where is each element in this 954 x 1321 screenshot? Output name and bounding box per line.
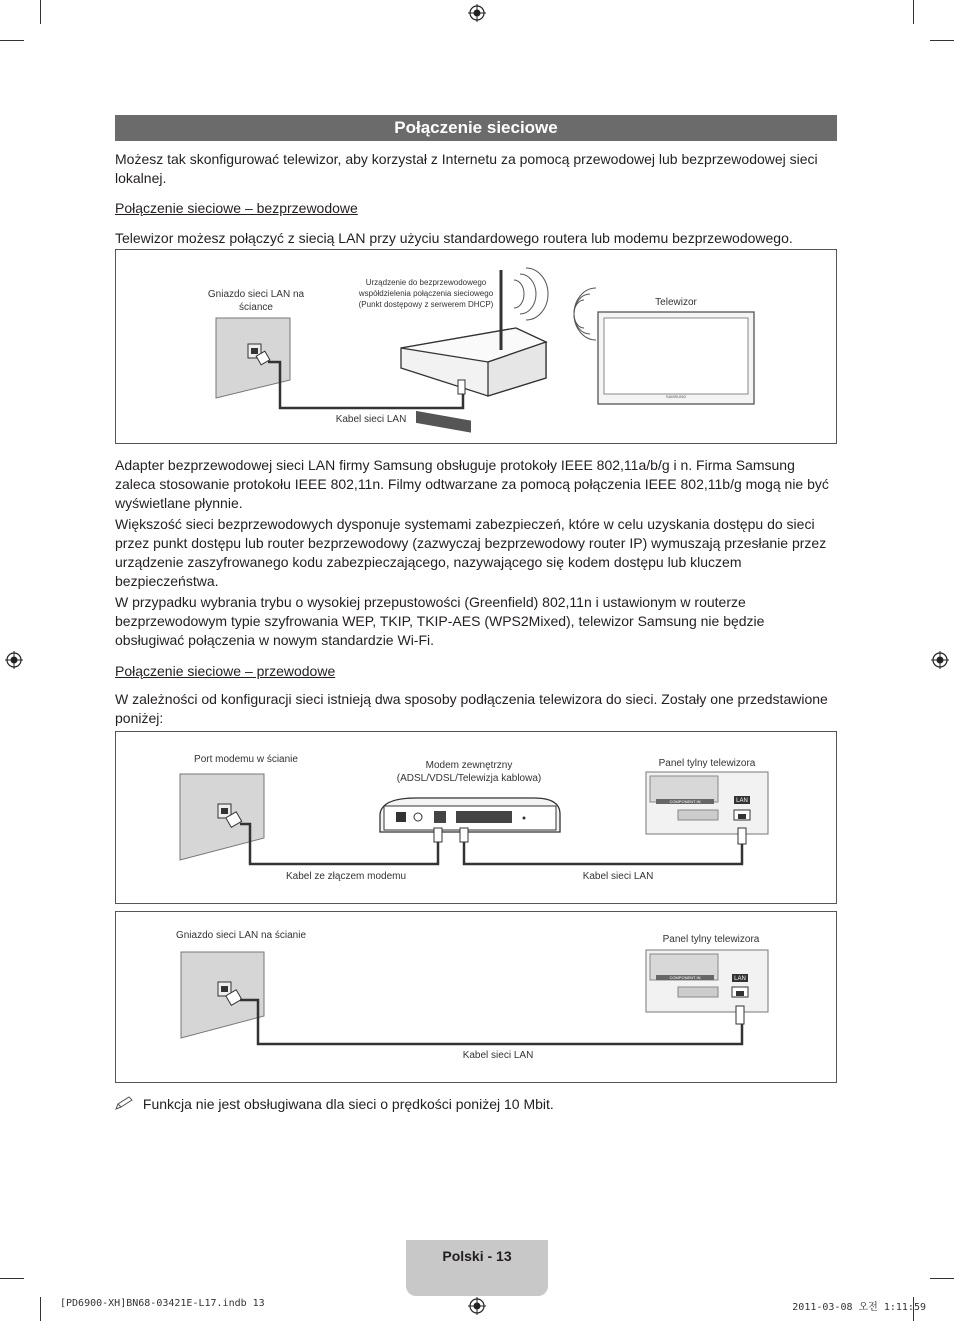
- wired-heading: Połączenie sieciowe – przewodowe: [115, 663, 336, 679]
- modem-cable-label: Kabel ze złączem modemu: [285, 871, 407, 882]
- crop-mark: [0, 40, 24, 41]
- component-port-tag: COMPONENT IN: [656, 799, 714, 804]
- crop-mark: [930, 1278, 954, 1279]
- lan-cable-label: Kabel sieci LAN: [335, 414, 407, 425]
- lan-cable: [464, 842, 742, 864]
- lan-port-tag: LAN: [734, 976, 746, 982]
- wall-jack-label: Gniazdo sieci LAN na ścianie: [175, 930, 307, 941]
- modem-label: [384, 759, 554, 785]
- wireless-paragraph-2: Większość sieci bezprzewodowych dysponuje systemami zabezpieczeń, które w celu uzyskania dostępu do sieci przez punkt dostępu lub router bezprzewodowy (zazwyczaj bezprzewodowy router IP) wymuszają przesłanie przez urządzenie zaszyfrowanego kodu zabezpieczającego, nazywającego się kodem dostępu lub kluczem bezpieczeństwa.: [115, 516, 827, 589]
- note: [115, 1096, 554, 1112]
- pencil-icon: [115, 1096, 135, 1110]
- crop-mark: [0, 1278, 24, 1279]
- modem-label-line: Modem zewnętrzny: [425, 760, 513, 771]
- tv-lan-plug: [738, 828, 746, 844]
- modem-label-line: (ADSL/VDSL/Telewizja kablowa): [396, 773, 542, 784]
- registration-mark-icon: [468, 4, 486, 22]
- registration-mark-icon: [931, 651, 949, 669]
- tv-label: Telewizor: [655, 297, 697, 308]
- footer-timestamp: 2011-03-08 오전 1:11:59: [792, 1302, 926, 1313]
- wired-intro: W zależności od konfiguracji sieci istnieją dwa sposoby podłączenia telewizora do sieci. Zostały one przedstawione poniżej:: [115, 691, 828, 726]
- router-lan-plug: [458, 380, 465, 394]
- tv-panel-label: Panel tylny telewizora: [658, 758, 756, 769]
- wall-port-label: Port modemu w ścianie: [194, 754, 298, 765]
- registration-mark-icon: [5, 651, 23, 669]
- wall-jack-label-line: [196, 288, 316, 314]
- crop-mark: [930, 40, 954, 41]
- footer-file-info: [PD6900-XH]BN68-03421E-L17.indb 13: [60, 1298, 265, 1309]
- wireless-diagram: [115, 249, 837, 444]
- lan-cable-label: Kabel sieci LAN: [582, 871, 654, 882]
- wireless-heading: Połączenie sieciowe – bezprzewodowe: [115, 200, 358, 216]
- tv-panel-label: Panel tylny telewizora: [662, 934, 760, 945]
- crop-mark: [40, 1297, 41, 1321]
- tv-screen: [604, 318, 748, 394]
- wireless-paragraph-1: Adapter bezprzewodowej sieci LAN firmy Samsung obsługuje protokoły IEEE 802,11a/b/g i n. Firma Samsung zaleca stosowanie protokołu IEEE 802,11n. Filmy odtwarzane za pomocą połączenia IEEE 802,11b/g mogą nie być wyświetlane płynnie.: [115, 457, 829, 511]
- router-label-line: Urządzenie do bezprzewodowego: [365, 278, 487, 287]
- lan-port-tag: LAN: [736, 798, 748, 804]
- lan-cable-label: Kabel sieci LAN: [462, 1050, 534, 1061]
- router-label-line: (Punkt dostępowy z serwerem DHCP): [358, 300, 494, 309]
- intro-paragraph: Możesz tak skonfigurować telewizor, aby korzystał z Internetu za pomocą przewodowej lub bezprzewodowej sieci lokalnej.: [115, 151, 818, 186]
- tv-lan-plug: [736, 1006, 744, 1024]
- section-title: Połączenie sieciowe: [115, 115, 837, 141]
- wired-wall-diagram: [115, 911, 837, 1083]
- router-label-line: współdzielenia połączenia sieciowego: [358, 289, 494, 298]
- registration-mark-icon: [468, 1297, 486, 1315]
- tv-brand-logo: SAMSUNG: [665, 394, 687, 399]
- wired-modem-diagram: [115, 731, 837, 904]
- wall-jack-label: Gniazdo sieci LAN na ściance: [207, 289, 305, 313]
- page-number-tab: Polski - 13: [406, 1240, 548, 1296]
- wireless-intro: Telewizor możesz połączyć z siecią LAN przy użyciu standardowego routera lub modemu bezprzewodowego.: [115, 230, 793, 246]
- component-port-tag: COMPONENT IN: [656, 975, 714, 980]
- crop-mark: [40, 0, 41, 24]
- note-text: Funkcja nie jest obsługiwana dla sieci o prędkości poniżej 10 Mbit.: [142, 1096, 554, 1112]
- wireless-paragraph-3: W przypadku wybrania trybu o wysokiej przepustowości (Greenfield) 802,11n i ustawionym w routerze bezprzewodowym typie szyfrowania WEP, TKIP, TKIP-AES (WPS2Mixed), telewizor Samsung nie będzie obsługiwać połączenia w nowym standardzie Wi-Fi.: [115, 594, 765, 648]
- router-label: [341, 277, 511, 310]
- crop-mark: [913, 0, 914, 24]
